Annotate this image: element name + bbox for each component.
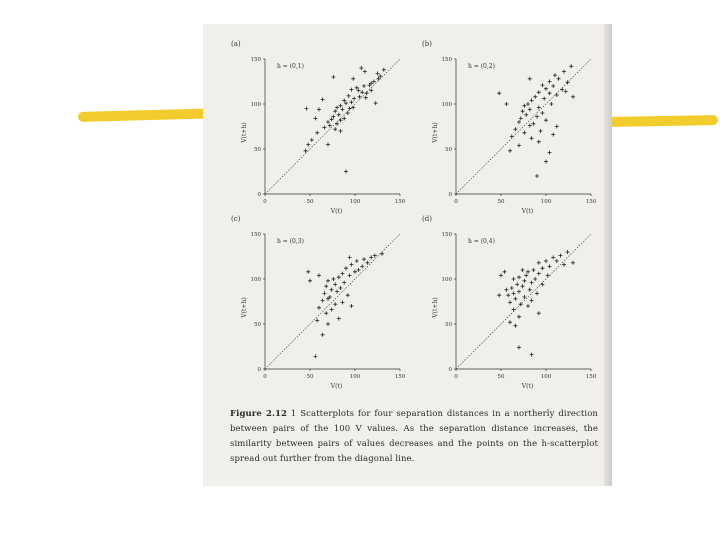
data-point xyxy=(517,275,521,279)
x-tick-label: 150 xyxy=(394,199,406,205)
data-point xyxy=(571,95,575,99)
x-tick-label: 150 xyxy=(585,199,597,205)
y-tick-label: 150 xyxy=(250,232,261,238)
data-point xyxy=(544,118,548,122)
data-point xyxy=(555,93,559,97)
data-point xyxy=(351,77,355,81)
data-point xyxy=(313,354,317,358)
panel-letter: (a) xyxy=(231,40,241,48)
data-point xyxy=(542,97,546,101)
data-point xyxy=(540,282,544,286)
data-point xyxy=(315,131,319,135)
data-point xyxy=(339,129,343,133)
data-point xyxy=(348,273,352,277)
data-point xyxy=(340,107,344,111)
data-point xyxy=(521,284,525,288)
data-point xyxy=(558,254,562,258)
data-point xyxy=(513,127,517,131)
data-point xyxy=(513,324,517,328)
data-point xyxy=(349,263,353,267)
data-point xyxy=(548,80,552,84)
x-tick-label: 50 xyxy=(306,199,314,205)
data-point xyxy=(551,133,555,137)
data-point xyxy=(526,304,530,308)
data-point xyxy=(321,98,325,102)
data-point xyxy=(522,104,526,108)
data-point xyxy=(560,88,564,92)
data-point xyxy=(376,71,380,75)
data-point xyxy=(535,115,539,119)
data-point xyxy=(537,106,541,110)
data-point xyxy=(537,261,541,265)
scatterplot-panel-1 xyxy=(231,40,406,215)
data-point xyxy=(348,107,352,111)
data-point xyxy=(519,116,523,120)
data-point xyxy=(306,270,310,274)
data-point xyxy=(497,293,501,297)
data-point xyxy=(326,279,330,283)
data-point xyxy=(533,95,537,99)
data-point xyxy=(335,122,339,126)
data-point xyxy=(535,174,539,178)
data-point xyxy=(544,87,548,91)
data-point xyxy=(524,113,528,117)
data-point xyxy=(555,259,559,263)
panel-letter: (b) xyxy=(422,40,432,48)
data-point xyxy=(510,286,514,290)
data-point xyxy=(333,127,337,131)
data-point xyxy=(349,304,353,308)
data-point xyxy=(310,138,314,142)
data-point xyxy=(344,266,348,270)
data-point xyxy=(512,291,516,295)
data-point xyxy=(349,100,353,104)
diagonal-line xyxy=(456,234,591,369)
data-point xyxy=(355,86,359,90)
panel-letter: (c) xyxy=(231,215,241,223)
data-point xyxy=(549,102,553,106)
data-point xyxy=(553,73,557,77)
data-point xyxy=(308,279,312,283)
data-point xyxy=(339,104,343,108)
x-tick-label: 150 xyxy=(394,374,406,380)
data-point xyxy=(326,120,330,124)
y-tick-label: 50 xyxy=(254,322,261,328)
h-label: h = (0,2) xyxy=(468,63,495,70)
data-point xyxy=(566,250,570,254)
x-tick-label: 100 xyxy=(349,374,361,380)
caption-text: 1 Scatterplots for four separation distances in a northerly direction between pairs of the 100 V values. As the separation distance increases, the similarity between pairs of values decreases and the points on the h-scatterplot spread out further from the diagonal line. xyxy=(230,409,598,464)
y-tick-label: 50 xyxy=(445,322,452,328)
data-point xyxy=(315,318,319,322)
data-point xyxy=(533,277,537,281)
data-point xyxy=(524,273,528,277)
data-point xyxy=(324,284,328,288)
data-point xyxy=(313,116,317,120)
data-point xyxy=(349,88,353,92)
data-point xyxy=(530,299,534,303)
data-point xyxy=(322,125,326,129)
y-tick-label: 100 xyxy=(441,102,452,108)
data-point xyxy=(335,290,339,294)
data-point xyxy=(365,91,369,95)
x-tick-label: 50 xyxy=(306,374,314,380)
data-point xyxy=(515,282,519,286)
y-tick-label: 150 xyxy=(441,232,452,238)
h-label: h = (0,4) xyxy=(468,238,495,245)
h-scatterplot-figure xyxy=(203,24,612,404)
data-point xyxy=(522,295,526,299)
x-tick-label: 0 xyxy=(454,374,458,380)
data-point xyxy=(522,131,526,135)
data-point xyxy=(348,255,352,259)
y-tick-label: 100 xyxy=(441,277,452,283)
data-point xyxy=(571,261,575,265)
data-point xyxy=(317,306,321,310)
data-point xyxy=(528,288,532,292)
data-point xyxy=(537,311,541,315)
y-tick-label: 150 xyxy=(441,57,452,63)
data-point xyxy=(360,264,364,268)
data-point xyxy=(342,116,346,120)
y-tick-label: 150 xyxy=(250,57,261,63)
data-point xyxy=(513,297,517,301)
y-tick-label: 0 xyxy=(448,192,452,198)
data-point xyxy=(306,143,310,147)
data-point xyxy=(357,268,361,272)
data-point xyxy=(331,75,335,79)
data-point xyxy=(363,70,367,74)
x-tick-label: 0 xyxy=(454,199,458,205)
data-point xyxy=(321,299,325,303)
data-point xyxy=(530,353,534,357)
data-point xyxy=(333,109,337,113)
data-point xyxy=(330,288,334,292)
data-point xyxy=(522,279,526,283)
data-point xyxy=(530,136,534,140)
data-point xyxy=(373,254,377,258)
data-point xyxy=(508,300,512,304)
data-point xyxy=(530,281,534,285)
data-point xyxy=(562,263,566,267)
data-point xyxy=(324,311,328,315)
data-point xyxy=(528,77,532,81)
x-axis-label: V(t) xyxy=(330,208,343,215)
data-point xyxy=(378,74,382,78)
data-point xyxy=(317,107,321,111)
data-point xyxy=(504,102,508,106)
data-point xyxy=(317,273,321,277)
data-point xyxy=(333,302,337,306)
data-point xyxy=(548,91,552,95)
data-point xyxy=(321,333,325,337)
diagonal-line xyxy=(265,234,400,369)
data-point xyxy=(537,90,541,94)
data-point xyxy=(517,315,521,319)
data-point xyxy=(340,300,344,304)
scanned-page xyxy=(203,24,612,486)
data-point xyxy=(526,102,530,106)
scatterplot-panel-3 xyxy=(231,215,406,390)
data-point xyxy=(537,272,541,276)
data-point xyxy=(346,293,350,297)
y-tick-label: 0 xyxy=(448,367,452,373)
data-point xyxy=(333,282,337,286)
data-point xyxy=(510,134,514,138)
x-axis-label: V(t) xyxy=(521,383,534,390)
data-point xyxy=(374,101,378,105)
data-point xyxy=(326,143,330,147)
h-label: h = (0,1) xyxy=(277,63,304,70)
h-label: h = (0,3) xyxy=(277,238,304,245)
data-point xyxy=(364,96,368,100)
data-point xyxy=(347,94,351,98)
data-point xyxy=(508,320,512,324)
data-point xyxy=(530,98,534,102)
data-point xyxy=(544,160,548,164)
data-point xyxy=(304,107,308,111)
y-tick-label: 0 xyxy=(257,192,261,198)
data-point xyxy=(512,277,516,281)
data-point xyxy=(517,120,521,124)
y-tick-label: 100 xyxy=(250,277,261,283)
data-point xyxy=(521,109,525,113)
data-point xyxy=(506,293,510,297)
y-tick-label: 50 xyxy=(254,147,261,153)
data-point xyxy=(557,77,561,81)
x-axis-label: V(t) xyxy=(521,208,534,215)
data-point xyxy=(339,118,343,122)
data-point xyxy=(531,268,535,272)
data-point xyxy=(546,273,550,277)
data-point xyxy=(528,124,532,128)
data-point xyxy=(555,125,559,129)
y-axis-label: V(t+h) xyxy=(241,297,248,318)
data-point xyxy=(346,111,350,115)
data-point xyxy=(544,259,548,263)
data-point xyxy=(344,170,348,174)
data-point xyxy=(357,89,361,93)
panel-letter: (d) xyxy=(422,215,432,223)
y-axis-label: V(t+h) xyxy=(241,122,248,143)
data-point xyxy=(337,113,341,117)
data-point xyxy=(344,101,348,105)
data-point xyxy=(340,272,344,276)
data-point xyxy=(535,291,539,295)
data-point xyxy=(380,252,384,256)
data-point xyxy=(328,124,332,128)
data-point xyxy=(355,259,359,263)
data-point xyxy=(517,290,521,294)
data-point xyxy=(512,308,516,312)
data-point xyxy=(517,345,521,349)
data-point xyxy=(540,83,544,87)
data-point xyxy=(537,140,541,144)
y-axis-label: V(t+h) xyxy=(432,122,439,143)
x-tick-label: 100 xyxy=(540,199,552,205)
scatterplot-panel-2 xyxy=(422,40,597,215)
data-point xyxy=(531,122,535,126)
data-point xyxy=(526,270,530,274)
data-point xyxy=(548,151,552,155)
y-tick-label: 100 xyxy=(250,102,261,108)
data-point xyxy=(339,286,343,290)
data-point xyxy=(517,143,521,147)
y-axis-label: V(t+h) xyxy=(432,297,439,318)
data-point xyxy=(551,255,555,259)
data-point xyxy=(551,84,555,88)
y-tick-label: 50 xyxy=(445,147,452,153)
x-tick-label: 50 xyxy=(497,199,505,205)
data-point xyxy=(382,68,386,72)
data-point xyxy=(353,270,357,274)
x-tick-label: 100 xyxy=(349,199,361,205)
data-point xyxy=(376,77,380,81)
x-tick-label: 50 xyxy=(497,374,505,380)
data-point xyxy=(366,261,370,265)
data-point xyxy=(539,129,543,133)
data-point xyxy=(337,275,341,279)
y-tick-label: 0 xyxy=(257,367,261,373)
x-tick-label: 0 xyxy=(263,374,267,380)
data-point xyxy=(540,266,544,270)
data-point xyxy=(335,106,339,110)
data-point xyxy=(499,273,503,277)
x-axis-label: V(t) xyxy=(330,383,343,390)
data-point xyxy=(528,107,532,111)
scatterplot-panel-4 xyxy=(422,215,597,390)
data-point xyxy=(521,268,525,272)
data-point xyxy=(362,257,366,261)
diagonal-line xyxy=(265,59,400,194)
data-point xyxy=(326,322,330,326)
x-tick-label: 100 xyxy=(540,374,552,380)
data-point xyxy=(342,281,346,285)
data-point xyxy=(359,66,363,70)
figure-caption xyxy=(230,407,598,467)
data-point xyxy=(322,291,326,295)
caption-label: Figure 2.12 xyxy=(230,409,288,419)
data-point xyxy=(360,90,364,94)
data-point xyxy=(508,149,512,153)
data-point xyxy=(562,70,566,74)
data-point xyxy=(548,264,552,268)
data-point xyxy=(352,97,356,101)
diagonal-line xyxy=(456,59,591,194)
x-tick-label: 150 xyxy=(585,374,597,380)
data-point xyxy=(362,84,366,88)
data-point xyxy=(504,288,508,292)
highlighter-stroke-right xyxy=(605,115,718,127)
data-point xyxy=(331,277,335,281)
data-point xyxy=(330,308,334,312)
data-point xyxy=(503,270,507,274)
x-tick-label: 0 xyxy=(263,199,267,205)
data-point xyxy=(497,91,501,95)
data-point xyxy=(369,255,373,259)
data-point xyxy=(337,317,341,321)
data-point xyxy=(540,111,544,115)
data-point xyxy=(304,149,308,153)
data-point xyxy=(569,64,573,68)
data-point xyxy=(564,89,568,93)
data-point xyxy=(351,106,355,110)
